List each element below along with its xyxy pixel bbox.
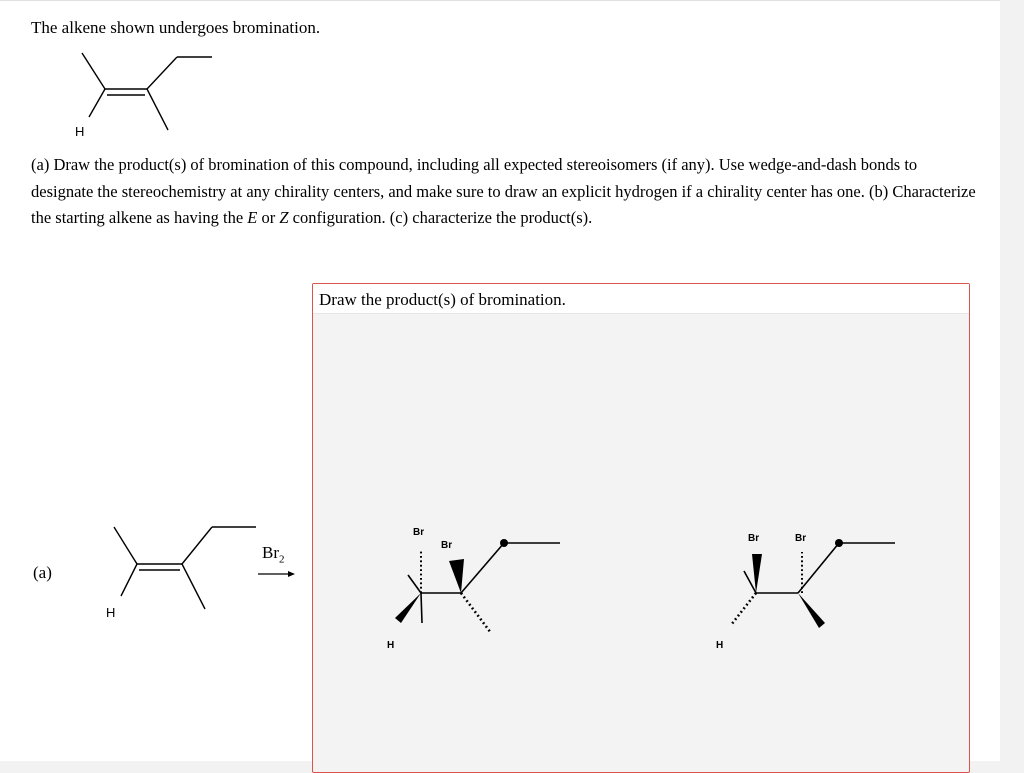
bond-to-h (421, 593, 422, 623)
bond-to-h (121, 564, 137, 596)
h-atom-label: H (716, 640, 724, 651)
question-e: E (247, 208, 258, 227)
br-atom-right: Br (441, 540, 453, 551)
part-a-label: (a) (33, 563, 52, 582)
br-atom-right: Br (795, 533, 807, 544)
stereo-dot (500, 539, 508, 547)
alkene-structure-reaction (104, 521, 259, 621)
answer-drawing-box[interactable] (312, 283, 970, 773)
reagent-label (262, 543, 285, 565)
question-text (31, 152, 981, 232)
question-or: or (257, 208, 280, 227)
bond-methyl-top-left (82, 53, 105, 89)
drawing-canvas[interactable] (313, 315, 969, 772)
bond-c3-ch2 (461, 543, 504, 593)
h-atom-label: H (106, 605, 116, 620)
bond-methyl-top-left (114, 527, 137, 564)
bond-to-h (89, 89, 105, 117)
h-atom-label: H (387, 640, 395, 651)
wedge-bond-methyl-right (798, 593, 825, 628)
wedge-bond-methyl-left (395, 593, 421, 623)
h-atom-label: H (75, 124, 85, 139)
stereo-dot (835, 539, 843, 547)
reagent-br: Br (262, 543, 279, 562)
bond-c3-ch2 (798, 543, 839, 593)
reaction-arrow-icon (257, 567, 297, 581)
intro-text: The alkene shown undergoes bromination. (31, 18, 321, 37)
product-structure-1[interactable] (378, 520, 578, 660)
bond-methyl-c2 (408, 575, 421, 593)
br-atom-left: Br (748, 533, 760, 544)
bond-methyl-right (182, 564, 205, 609)
alkene-structure-top (70, 49, 220, 144)
bond-methyl-right (147, 89, 168, 130)
question-part1: (a) Draw the product(s) of bromination of this compound, including all expected stereoisomers (if any). Use wedge-and-dash bonds to designate the stereochemistry at any chirality centers, and make sure to draw an explicit hydrogen if a chirality center has one. (b) Characterize the starting alkene as having the (31, 155, 976, 227)
question-z: Z (279, 208, 289, 227)
question-part2: configuration. (c) characterize the product(s). (288, 208, 593, 227)
hash-bond-to-h (731, 593, 756, 625)
wedge-bond-br-right (449, 559, 464, 593)
product-structure-2[interactable] (708, 520, 908, 660)
answer-box-header: Draw the product(s) of bromination. (313, 284, 969, 314)
reagent-subscript: 2 (279, 553, 285, 566)
br-atom-left: Br (413, 527, 425, 538)
hash-bond-methyl-right (461, 593, 491, 633)
bond-ethyl-1 (182, 527, 212, 564)
bond-ethyl-1 (147, 57, 177, 89)
